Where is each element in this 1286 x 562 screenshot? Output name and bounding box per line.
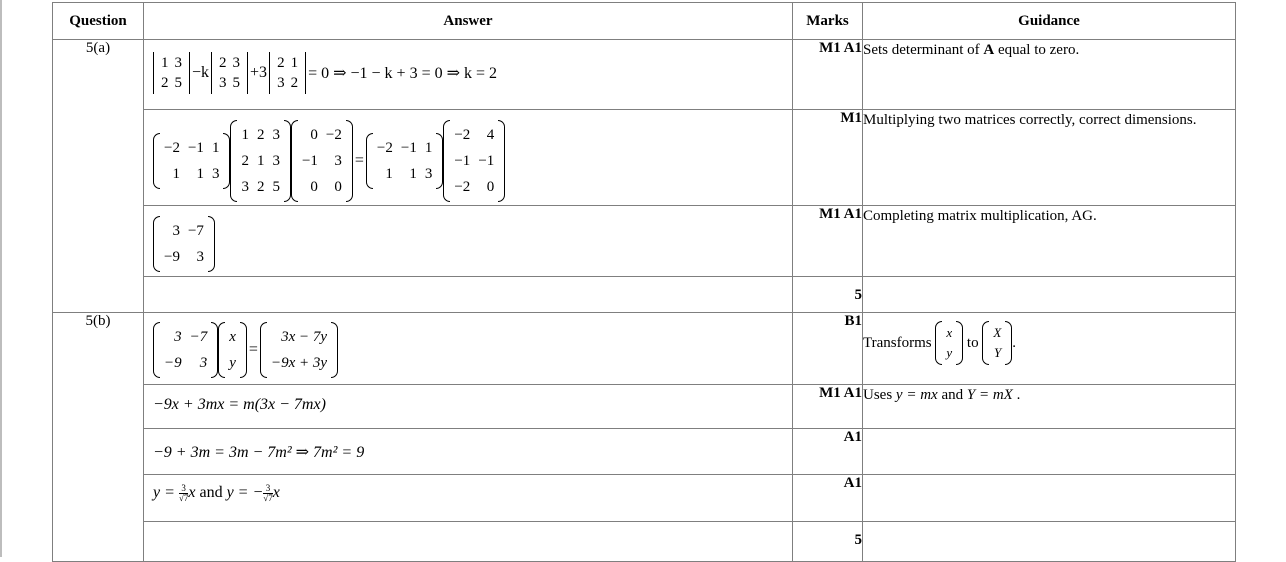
matrix-entry: 5 (232, 75, 241, 91)
matrix-entry: 1 (172, 166, 180, 182)
matrix-entry: 0 (310, 179, 318, 195)
matrix-entry: 0 (486, 179, 495, 195)
matrix-entry: 0 (310, 127, 318, 143)
table-row (53, 313, 1236, 385)
matrix-entry: 3 (272, 127, 280, 143)
guidance-text: and (937, 387, 967, 403)
matrix-entry: 3 (241, 179, 249, 195)
line-equation (153, 396, 326, 414)
answer-cell (144, 40, 793, 110)
matrix-entry: 4 (486, 127, 495, 143)
answer-cell (144, 206, 793, 277)
matrix-grid (160, 218, 208, 270)
matrix-grid (989, 323, 1005, 363)
matrix-entry: 3 (196, 249, 204, 265)
matrix-entry: 2 (290, 75, 299, 91)
eq-text: and (195, 484, 227, 502)
question-5a: 5(a) (53, 40, 144, 313)
guidance-text: to (966, 335, 979, 351)
answer-cell (144, 429, 793, 475)
matrix-entry: 1 (211, 140, 220, 156)
header-guidance: Guidance (863, 3, 1236, 40)
left-margin-bar (0, 0, 2, 557)
matrix-entry: 3 (174, 329, 182, 345)
eq-text: y = − (226, 484, 264, 502)
matrix-entry: 2 (241, 153, 249, 169)
table-row (53, 40, 1236, 110)
matrix-grid (267, 324, 331, 376)
guidance-text: . (1012, 335, 1017, 351)
vector-xy (218, 322, 247, 378)
guidance-cell (863, 522, 1236, 562)
matrix-e (443, 120, 505, 202)
matrix-entry: 1 (409, 166, 417, 182)
matrix-entry: Y (994, 345, 1002, 360)
det-result: = 0 ⇒ −1 − k + 3 = 0 ⇒ k = 2 (308, 65, 498, 82)
op-plus-3: +3 (250, 64, 268, 81)
guidance-cell (863, 385, 1236, 429)
guidance-bold: A (983, 42, 995, 58)
marks-cell: M1 A1 (793, 385, 863, 429)
guidance-cell (863, 313, 1236, 385)
matrix-entry: 1 (241, 127, 249, 143)
frac-den: √7 (263, 493, 273, 503)
answer-cell (144, 385, 793, 429)
vector-result (260, 322, 338, 378)
matrix-entry: −1 (400, 140, 417, 156)
transform-equation (153, 322, 338, 378)
guidance-cell: Completing matrix multiplication, AG. (863, 206, 1236, 277)
header-row (53, 3, 1236, 40)
header-question: Question (53, 3, 144, 40)
marks-cell: M1 A1 (793, 206, 863, 277)
eq-text: −9x + 3mx = m(3x − 7mx) (153, 396, 326, 413)
matrix-c (291, 120, 353, 202)
matrix-entry: −2 (325, 127, 342, 143)
quadratic-equation (153, 442, 364, 462)
marks-cell: B1 (793, 313, 863, 385)
matrix-entry: 2 (277, 55, 285, 71)
marks-cell: A1 (793, 475, 863, 522)
fraction (263, 484, 272, 503)
matrix-a (153, 133, 230, 189)
result-matrix (153, 216, 215, 272)
matrix-entry: 3 (219, 75, 227, 91)
matrix-d (366, 133, 443, 189)
matrix-entry: 0 (334, 179, 342, 195)
guidance-eq: Y = mX (966, 387, 1013, 403)
matrix-product (153, 120, 505, 202)
op-minus-k: −k (192, 64, 210, 81)
matrix-entry: X (993, 325, 1002, 340)
matrix-grid (450, 122, 498, 200)
matrix-entry: 3 (334, 153, 342, 169)
matrix-entry: 1 (424, 140, 433, 156)
guidance-text: Transforms (863, 335, 932, 351)
matrix-entry: 1 (290, 55, 299, 71)
answer-cell (144, 110, 793, 206)
mark-scheme-table (52, 2, 1236, 562)
det-2 (211, 52, 248, 94)
frac-den: √7 (178, 493, 189, 503)
matrix-entry: 2 (256, 179, 265, 195)
header-answer: Answer (144, 3, 793, 40)
guidance-cell (863, 40, 1236, 110)
matrix-entry: x (946, 325, 953, 340)
guidance-vector-XY (982, 321, 1012, 365)
matrix-entry: −9 (164, 249, 180, 265)
eq-text: −9 + 3m = 3m − 7m² ⇒ 7m² = 9 (153, 444, 365, 461)
guidance-eq: y = mx (895, 387, 938, 403)
determinant-expansion (153, 52, 499, 94)
matrix-entry: 3 (424, 166, 433, 182)
table-row (53, 429, 1236, 475)
matrix-grid (160, 135, 223, 187)
marks-cell: A1 (793, 429, 863, 475)
table-row (53, 277, 1236, 313)
fraction (179, 484, 188, 503)
matrix-entry: −2 (454, 127, 471, 143)
matrix-entry: −9x + 3y (270, 355, 328, 371)
det-1 (153, 52, 190, 94)
eq-text: y = (153, 484, 175, 502)
matrix-entry: −2 (164, 140, 180, 156)
guidance-text: Uses (863, 387, 896, 403)
table-row (53, 110, 1236, 206)
answer-cell (144, 522, 793, 562)
frac-num: 3 (179, 484, 188, 494)
matrix-entry: 3 (232, 55, 241, 71)
matrix-entry: 1 (196, 166, 204, 182)
matrix-entry: 5 (272, 179, 280, 195)
matrix-b (230, 120, 291, 202)
matrix-grid (216, 53, 243, 93)
matrix-grid (225, 324, 240, 376)
matrix-entry: 5 (174, 75, 182, 91)
table-row (53, 206, 1236, 277)
question-5b: 5(b) (53, 313, 144, 562)
matrix-grid (158, 53, 185, 93)
matrix-entry: x (229, 329, 236, 345)
matrix-entry: 2 (161, 75, 169, 91)
matrix-entry: −2 (454, 179, 471, 195)
matrix-grid (274, 53, 301, 93)
matrix-entry: y (946, 345, 953, 360)
matrix-entry: 1 (161, 55, 169, 71)
eq-text: x (188, 484, 196, 502)
matrix-entry: 3 (211, 166, 220, 182)
matrix-entry: 2 (256, 127, 265, 143)
matrix-entry: −7 (189, 329, 208, 345)
table-row (53, 385, 1236, 429)
guidance-cell (863, 277, 1236, 313)
matrix-entry: 3 (272, 153, 280, 169)
matrix-entry: 3 (277, 75, 285, 91)
matrix-entry: 3 (172, 223, 180, 239)
matrix-grid (237, 122, 284, 200)
matrix-entry: 1 (385, 166, 393, 182)
solution-lines (153, 484, 280, 503)
matrix-entry: 1 (256, 153, 265, 169)
guidance-text: . (1012, 387, 1021, 403)
answer-cell (144, 313, 793, 385)
eq-text: x (272, 484, 280, 502)
matrix-grid (298, 122, 346, 200)
matrix-entry: −1 (454, 153, 471, 169)
marks-cell: M1 (793, 110, 863, 206)
matrix-entry: −1 (187, 140, 204, 156)
matrix-entry: −2 (376, 140, 393, 156)
matrix-entry: 2 (219, 55, 227, 71)
matrix-entry: −7 (187, 223, 204, 239)
guidance-vector-xy (935, 321, 963, 365)
matrix-entry: 3 (174, 55, 182, 71)
matrix-grid (373, 135, 436, 187)
answer-cell (144, 277, 793, 313)
matrix-entry: −1 (301, 153, 318, 169)
op-equals: = (354, 152, 364, 169)
table-row (53, 522, 1236, 562)
marks-total: 5 (793, 277, 863, 313)
marks-cell: M1 A1 (793, 40, 863, 110)
matrix-grid (942, 323, 956, 363)
guidance-text: equal to zero. (994, 42, 1080, 58)
matrix-grid (160, 324, 211, 376)
matrix-result (153, 216, 215, 272)
matrix-entry: 3 (199, 355, 208, 371)
guidance-cell: Multiplying two matrices correctly, correct dimensions. (863, 110, 1236, 206)
guidance-cell (863, 429, 1236, 475)
det-3 (269, 52, 306, 94)
guidance-cell (863, 475, 1236, 522)
frac-num: 3 (263, 484, 272, 494)
guidance-text: Sets determinant of (863, 42, 984, 58)
header-marks: Marks (793, 3, 863, 40)
op-equals: = (248, 341, 258, 358)
answer-cell (144, 475, 793, 522)
matrix-entry: −1 (478, 153, 495, 169)
matrix-entry: 3x − 7y (281, 329, 328, 345)
matrix-m (153, 322, 218, 378)
matrix-entry: −9 (164, 355, 182, 371)
marks-total: 5 (793, 522, 863, 562)
table-row (53, 475, 1236, 522)
matrix-entry: y (229, 355, 236, 371)
